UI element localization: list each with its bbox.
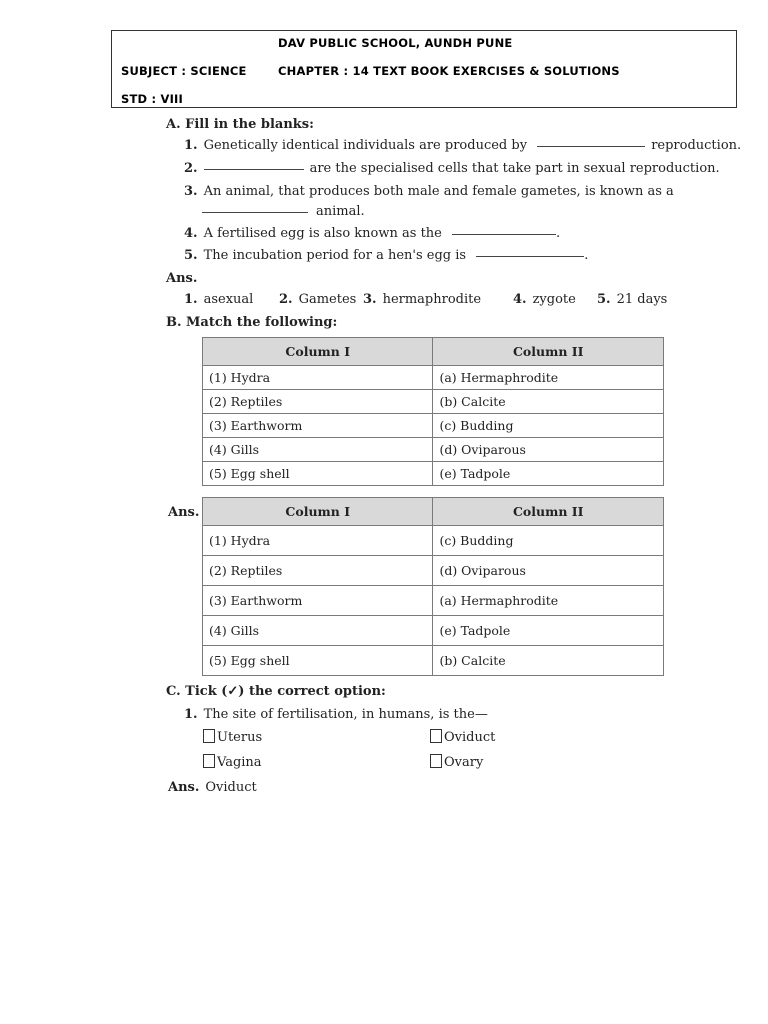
- answer-a3: [363, 292, 481, 307]
- table-cell: (3) Earthworm: [203, 414, 433, 438]
- table-row: [203, 616, 664, 646]
- question-text: The incubation period for a hen's egg is: [203, 248, 467, 263]
- question-text: are the specialised cells that take part in sexual reproduction.: [309, 161, 720, 176]
- question-text-end: reproduction.: [651, 138, 742, 153]
- section-c-title: C. Tick (✓) the correct option:: [166, 684, 386, 699]
- answer-a5: [597, 292, 667, 307]
- question-number: 2.: [184, 161, 198, 176]
- table-cell: (c) Budding: [433, 526, 664, 556]
- table-row: [203, 414, 664, 438]
- table-cell: (4) Gills: [203, 616, 433, 646]
- option-label: Vagina: [217, 755, 262, 770]
- answer-number: 4.: [513, 292, 527, 307]
- table-cell: (e) Tadpole: [433, 462, 664, 486]
- table-cell: (3) Earthworm: [203, 586, 433, 616]
- table-row: [203, 586, 664, 616]
- table-cell: (4) Gills: [203, 438, 433, 462]
- question-a3: [184, 184, 674, 199]
- checkbox-icon[interactable]: [430, 754, 442, 768]
- table-cell: (b) Calcite: [433, 390, 664, 414]
- answer-a1: [184, 292, 253, 307]
- question-c1: [184, 707, 488, 722]
- table-cell: (d) Oviparous: [433, 438, 664, 462]
- column-header: Column II: [433, 498, 664, 526]
- question-a1: [184, 138, 741, 153]
- table-cell: (1) Hydra: [203, 526, 433, 556]
- checkbox-icon[interactable]: [203, 754, 215, 768]
- question-a3-line2: [202, 204, 365, 219]
- question-number: 3.: [184, 184, 198, 199]
- chapter-label: CHAPTER : 14 TEXT BOOK EXERCISES & SOLUTIONS: [278, 64, 620, 78]
- table-header-row: [203, 498, 664, 526]
- table-cell: (1) Hydra: [203, 366, 433, 390]
- answer-text: Oviduct: [205, 780, 257, 795]
- question-number: 5.: [184, 248, 198, 263]
- table-cell: (2) Reptiles: [203, 390, 433, 414]
- answer-text: asexual: [203, 292, 254, 307]
- table-row: [203, 462, 664, 486]
- option-label: Ovary: [444, 755, 484, 770]
- question-text-end: .: [556, 226, 561, 241]
- column-header: Column I: [203, 338, 433, 366]
- table-cell: (d) Oviparous: [433, 556, 664, 586]
- section-a-ans-label: Ans.: [166, 271, 198, 286]
- question-text: An animal, that produces both male and female gametes, is known as a: [203, 184, 674, 199]
- table-cell: (a) Hermaphrodite: [433, 586, 664, 616]
- answer-text: zygote: [532, 292, 576, 307]
- answer-text: hermaphrodite: [382, 292, 482, 307]
- table-row: [203, 438, 664, 462]
- table-cell: (5) Egg shell: [203, 646, 433, 676]
- match-table: [202, 337, 664, 486]
- match-answer-table: [202, 497, 664, 676]
- table-row: [203, 390, 664, 414]
- question-a4: [184, 226, 560, 241]
- table-row: [203, 366, 664, 390]
- table-row: [203, 526, 664, 556]
- answer-text: 21 days: [616, 292, 668, 307]
- answer-a4: [513, 292, 576, 307]
- question-text-end: .: [584, 248, 589, 263]
- question-text-end: animal.: [316, 204, 365, 219]
- table-row: [203, 556, 664, 586]
- question-text: The site of fertilisation, in humans, is the—: [203, 707, 488, 722]
- std-label: STD : VIII: [121, 92, 184, 106]
- table-cell: (e) Tadpole: [433, 616, 664, 646]
- option-uterus[interactable]: [203, 729, 262, 745]
- section-b-title: B. Match the following:: [166, 315, 338, 330]
- column-header: Column II: [433, 338, 664, 366]
- table-cell: (5) Egg shell: [203, 462, 433, 486]
- section-c-answer: [168, 780, 257, 795]
- column-header: Column I: [203, 498, 433, 526]
- question-number: 4.: [184, 226, 198, 241]
- option-oviduct[interactable]: [430, 729, 495, 745]
- table-cell: (a) Hermaphrodite: [433, 366, 664, 390]
- answer-blank: [204, 168, 304, 170]
- question-number: 1.: [184, 707, 198, 722]
- table-header-row: [203, 338, 664, 366]
- answer-blank: [476, 255, 584, 257]
- answer-blank: [452, 233, 556, 235]
- answer-blank: [202, 211, 308, 213]
- school-name: DAV PUBLIC SCHOOL, AUNDH PUNE: [278, 36, 513, 50]
- subject-label: SUBJECT : SCIENCE: [121, 64, 247, 78]
- question-a5: [184, 248, 588, 263]
- ans-label: Ans.: [168, 780, 200, 795]
- question-number: 1.: [184, 138, 198, 153]
- answer-number: 5.: [597, 292, 611, 307]
- table-cell: (c) Budding: [433, 414, 664, 438]
- section-a-title: A. Fill in the blanks:: [166, 117, 314, 132]
- section-b-ans-label: Ans.: [168, 505, 200, 520]
- question-text: Genetically identical individuals are produced by: [203, 138, 528, 153]
- question-text: A fertilised egg is also known as the: [203, 226, 442, 241]
- answer-number: 2.: [279, 292, 293, 307]
- checkbox-icon[interactable]: [203, 729, 215, 743]
- question-a2: [184, 161, 720, 176]
- option-ovary[interactable]: [430, 754, 483, 770]
- answer-a2: [279, 292, 356, 307]
- checkbox-icon[interactable]: [430, 729, 442, 743]
- answer-number: 3.: [363, 292, 377, 307]
- answer-number: 1.: [184, 292, 198, 307]
- answer-text: Gametes: [298, 292, 357, 307]
- option-label: Uterus: [217, 730, 263, 745]
- option-vagina[interactable]: [203, 754, 262, 770]
- table-row: [203, 646, 664, 676]
- option-label: Oviduct: [444, 730, 496, 745]
- answer-blank: [537, 145, 645, 147]
- table-cell: (b) Calcite: [433, 646, 664, 676]
- table-cell: (2) Reptiles: [203, 556, 433, 586]
